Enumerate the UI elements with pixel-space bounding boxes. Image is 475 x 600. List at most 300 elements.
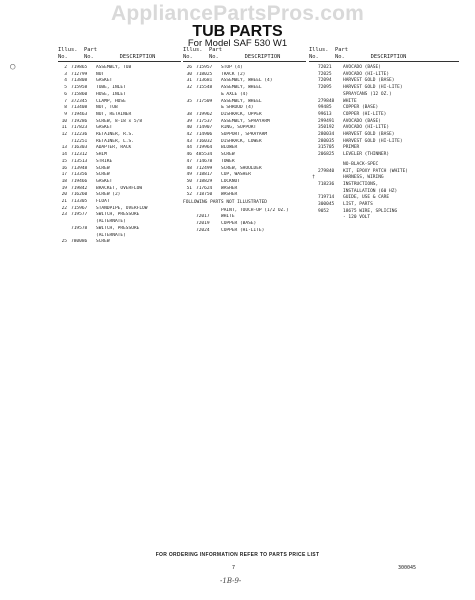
illus-number: [309, 215, 318, 222]
part-row: [58, 152, 181, 159]
illus-number: 47: [186, 158, 192, 164]
part-row: [183, 186, 306, 193]
part-row: [58, 125, 181, 132]
illus-number: [309, 145, 318, 152]
part-description: HARVEST GOLD (HI-LITE): [343, 138, 403, 144]
part-description: FLOAT: [96, 199, 110, 205]
part-row: [183, 132, 306, 139]
part-description: ADAPTER, RACK: [96, 145, 132, 151]
part-row: [183, 65, 306, 72]
illus-number: 23: [61, 212, 67, 218]
part-number: 300045: [318, 202, 335, 208]
part-row: [183, 85, 306, 92]
part-description: PAINT, TOUCH-UP (1/2 OZ.): [221, 207, 289, 213]
part-number: [318, 215, 343, 222]
part-number: 72095: [318, 85, 332, 91]
illus-number: [309, 125, 318, 132]
part-description: - 120 VOLT: [343, 215, 371, 221]
part-row: [309, 169, 459, 176]
part-description: BLOWER: [221, 145, 238, 151]
part-number: 712312: [71, 152, 88, 158]
part-description: AVOCADO (HI-LITE): [343, 71, 390, 77]
illus-number: 14: [61, 152, 67, 158]
part-description: STRIKE: [96, 158, 113, 164]
part-number: 718750: [196, 192, 213, 198]
part-number: 206825: [318, 152, 335, 158]
part-row: [183, 221, 306, 228]
part-description: (ALTERNATE): [96, 232, 126, 238]
illus-number: [183, 221, 196, 228]
handwritten-note: -1B-9-: [220, 577, 242, 585]
part-number: 715958: [71, 85, 88, 91]
illus-number: 20: [61, 192, 67, 198]
part-number: 714678: [196, 158, 213, 164]
part-number: 72025: [318, 71, 332, 77]
part-description: AVOCADO (BASE): [343, 65, 381, 70]
illus-number: 5: [64, 85, 67, 91]
part-row: [58, 85, 181, 92]
part-description: ASSEMBLY, SPRAYARM: [221, 118, 270, 124]
part-row: [309, 182, 459, 189]
part-number: 715957: [196, 65, 213, 70]
part-description: LEVELER (THINNER): [343, 152, 390, 158]
column-header-line1: Illus. Part: [309, 47, 348, 53]
part-row: [309, 105, 459, 112]
part-description: TOWER: [221, 158, 235, 164]
illus-number: [183, 214, 196, 221]
illus-number: [309, 152, 318, 159]
illus-number: 49: [186, 172, 192, 178]
part-row: [309, 65, 459, 72]
illus-number: [309, 65, 318, 72]
illus-number: 39: [186, 118, 192, 124]
part-number: 719962: [196, 111, 213, 117]
part-description: SCREW: [96, 239, 110, 245]
part-row: [309, 175, 459, 182]
part-description: & AXLE (4): [221, 91, 249, 97]
part-row: [183, 179, 306, 186]
parts-column-3: [309, 47, 459, 222]
part-row: [58, 78, 181, 85]
part-number: 719466: [71, 178, 88, 184]
part-number: 780086: [71, 239, 88, 245]
part-description: (ALTERNATE): [96, 219, 126, 225]
column-header-line2: No. No. DESCRIPTION: [309, 54, 459, 62]
illus-number: [183, 105, 196, 112]
part-number: 713408: [71, 105, 88, 111]
illus-number: 4: [64, 78, 67, 84]
illus-number: [309, 119, 318, 126]
part-number: 712499: [196, 165, 213, 171]
part-row: [183, 99, 306, 106]
part-description: WASHER: [221, 192, 238, 198]
illus-number: 12: [61, 132, 67, 138]
part-number: 717509: [196, 98, 213, 104]
part-row: [58, 166, 181, 173]
part-row: [309, 92, 459, 99]
part-number: 719964: [196, 145, 213, 151]
illus-number: 40: [186, 125, 192, 131]
part-number: 719463: [71, 111, 88, 117]
part-number: 280035: [318, 138, 335, 144]
part-description: GASKET: [96, 125, 113, 131]
illus-number: [183, 228, 196, 235]
part-number: 718829: [196, 178, 213, 184]
part-description: SWITCH, PRESSURE: [96, 212, 140, 218]
part-number: 715860: [71, 91, 88, 97]
part-row: [183, 145, 306, 152]
illus-number: [309, 105, 318, 112]
part-number: 315705: [318, 145, 335, 151]
part-row: [309, 132, 459, 139]
part-description: WHITE: [221, 214, 235, 220]
part-number: 280034: [318, 132, 335, 138]
part-description: COPPER (BASE): [343, 105, 379, 111]
part-description: CUP, WASHER: [221, 172, 251, 178]
part-row: [309, 85, 459, 92]
part-description: LIST, PARTS: [343, 202, 373, 208]
part-description: NUT, RETAINER: [96, 111, 132, 117]
part-row: [58, 233, 181, 240]
illus-number: 17: [61, 172, 67, 178]
part-number: 716032: [196, 138, 213, 144]
part-description: KIT, EPOXY PATCH (WHITE): [343, 168, 409, 174]
part-row: [58, 139, 181, 146]
part-number: 717624: [196, 185, 213, 191]
part-row: [58, 119, 181, 126]
illus-number: 46: [186, 152, 192, 158]
part-description: SCREW: [96, 165, 110, 171]
part-number: [71, 233, 96, 240]
part-row: [58, 99, 181, 106]
illus-number: 13: [61, 145, 67, 151]
column-header-line2: No. No. DESCRIPTION: [183, 54, 306, 62]
part-number: 279848: [318, 98, 335, 104]
illus-number: [183, 92, 196, 99]
part-number: 719865: [71, 65, 88, 70]
part-row: [58, 219, 181, 226]
illus-number: 16: [61, 165, 67, 171]
part-description: SCREW (2): [96, 192, 121, 198]
part-row: [58, 226, 181, 233]
part-description: RETAINER, L.S.: [96, 138, 134, 144]
part-number: [318, 175, 343, 182]
illus-number: [309, 72, 318, 79]
part-description: HARVEST GOLD (BASE): [343, 78, 395, 84]
part-description: SPRAYCANS (12 OZ.): [343, 91, 392, 97]
part-number: 99485: [318, 105, 332, 111]
part-row: [58, 105, 181, 112]
part-number: 716260: [71, 192, 88, 198]
part-number: 719286: [71, 118, 88, 124]
part-description: DISHRACK, LOWER: [221, 138, 262, 144]
illus-number: 6: [64, 91, 67, 97]
illus-number: 30: [186, 71, 192, 77]
part-row: [58, 72, 181, 79]
document-number: 300045: [398, 565, 417, 571]
part-number: 72017: [196, 214, 210, 220]
part-number: 719714: [318, 195, 335, 201]
part-description: DISHRACK, UPPER: [221, 111, 262, 117]
part-description: WHITE: [343, 98, 357, 104]
part-row: [183, 139, 306, 146]
part-number: 715967: [71, 205, 88, 211]
illus-number: [309, 162, 318, 169]
part-description: GASKET: [96, 178, 113, 184]
illus-number: 26: [186, 65, 192, 70]
illus-number: [183, 208, 196, 215]
part-number: 72019: [196, 221, 210, 227]
part-description: HARVEST GOLD (HI-LITE): [343, 85, 403, 91]
part-number: 72024: [196, 227, 210, 233]
part-number: 714907: [196, 125, 213, 131]
part-description: NO-BLACK-SPEC: [343, 161, 379, 167]
part-description: HARVEST GOLD (BASE): [343, 132, 395, 138]
illus-number: 25: [61, 239, 67, 245]
part-description: 18675 WIRE, SPLICING: [343, 208, 398, 214]
parts-column-2: [183, 47, 306, 235]
part-number: 72094: [318, 78, 332, 84]
part-row: [309, 209, 459, 216]
part-description: GUIDE, USE & CARE: [343, 195, 390, 201]
illus-number: 51: [186, 185, 192, 191]
ordering-info-footer: FOR ORDERING INFORMATION REFER TO PARTS PRICE LIST: [155, 552, 320, 558]
part-description: SCREW: [221, 152, 235, 158]
part-row: [58, 145, 181, 152]
page-title: TUB PARTS: [192, 23, 283, 40]
part-description: LOCKNUT: [221, 178, 240, 184]
illus-number: †: [312, 175, 315, 181]
illus-number: [58, 226, 71, 233]
illus-number: 31: [186, 78, 192, 84]
illus-number: 9: [64, 111, 67, 117]
part-description: NUT: [96, 71, 105, 77]
part-description: TRACK (2): [221, 71, 246, 77]
part-number: 718817: [196, 172, 213, 178]
illus-number: [58, 233, 71, 240]
part-row: [58, 212, 181, 219]
part-number: 713948: [71, 165, 88, 171]
margin-mark: ○: [10, 62, 16, 72]
illus-number: [309, 78, 318, 85]
illus-number: 50: [186, 178, 192, 184]
part-number: 717537: [196, 118, 213, 124]
part-description: STOP (4): [221, 65, 243, 70]
part-row: [309, 112, 459, 119]
part-row: [58, 192, 181, 199]
part-description: AVOCADO (HI-LITE): [343, 125, 390, 131]
illus-number: 3: [64, 71, 67, 77]
part-row: [183, 159, 306, 166]
part-number: 718025: [196, 71, 213, 77]
part-description: TUBE, INLET: [96, 85, 126, 91]
part-description: BRACKET, OVERFLOW: [96, 185, 143, 191]
part-description: RING, SUPPORT: [221, 125, 257, 131]
part-description: ASSEMBLY, TUB: [96, 65, 132, 70]
part-row: [58, 179, 181, 186]
part-number: 718236: [318, 181, 335, 187]
part-row: [183, 78, 306, 85]
part-row: [183, 208, 306, 215]
part-description: SHIM: [96, 152, 107, 158]
part-number: 717823: [71, 125, 88, 131]
illus-number: [309, 85, 318, 92]
part-description: GASKET: [96, 78, 113, 84]
illus-number: 8: [64, 105, 67, 111]
illus-number: 10: [61, 118, 67, 124]
part-description: COPPER (HI-LITE): [343, 111, 387, 117]
illus-number: 48: [186, 165, 192, 171]
part-number: [196, 208, 221, 215]
illus-number: 15: [61, 158, 67, 164]
part-number: 713681: [196, 78, 213, 84]
part-row: [183, 214, 306, 221]
part-row: [58, 186, 181, 193]
illus-number: 22: [61, 205, 67, 211]
illus-number: [309, 209, 318, 216]
part-number: 279840: [318, 168, 335, 174]
part-description: NUT, TUB: [96, 105, 118, 111]
illus-number: 19: [61, 185, 67, 191]
page-subtitle: For Model SAF 530 W1: [187, 38, 288, 49]
part-row: [183, 152, 306, 159]
part-row: [183, 166, 306, 173]
column-header-line2: No. No. DESCRIPTION: [58, 54, 181, 62]
part-number: 712799: [71, 71, 88, 77]
part-description: INSTALLATION (60 HZ): [343, 188, 398, 194]
part-description: SUPPORT, SPRAYARM: [221, 132, 268, 138]
part-description: INSTRUCTIONS,: [343, 181, 379, 187]
page-number: 7: [232, 565, 236, 571]
part-row: [58, 159, 181, 166]
part-description: & SHROUD (4): [221, 105, 254, 111]
illus-number: 2: [64, 65, 67, 70]
part-number: [318, 92, 343, 99]
illus-number: 35: [186, 98, 192, 104]
part-number: 99613: [318, 111, 332, 117]
part-description: ASSEMBLY, WHEEL: [221, 98, 262, 104]
illus-number: 18: [61, 178, 67, 184]
part-number: 350192: [318, 125, 335, 131]
part-description: SWITCH, PRESSURE: [96, 225, 140, 231]
illus-number: [309, 139, 318, 146]
illus-number: 7: [64, 98, 67, 104]
part-row: [309, 202, 459, 209]
part-row: [58, 65, 181, 72]
part-number: 485534: [196, 152, 213, 158]
column-header-line1: Illus. Part: [58, 47, 97, 53]
parts-column-1: [58, 47, 181, 246]
part-row: [183, 228, 306, 235]
not-illustrated-note: FOLLOWING PARTS NOT ILLUSTRATED: [183, 200, 267, 206]
part-row: [183, 72, 306, 79]
part-number: 9052: [318, 208, 329, 214]
part-row: [58, 199, 181, 206]
part-number: 713808: [71, 78, 88, 84]
part-row: [58, 172, 181, 179]
part-number: 719577: [71, 212, 88, 218]
part-description: HOSE, INLET: [96, 91, 126, 97]
part-description: RETAINER, R.S.: [96, 132, 134, 138]
part-row: [58, 112, 181, 119]
part-number: [71, 219, 96, 226]
illus-number: [309, 202, 318, 209]
illus-number: [309, 182, 318, 189]
part-description: ASSEMBLY, WHEEL (4): [221, 78, 273, 84]
watermark: AppliancePartsPros.com: [111, 2, 364, 25]
illus-number: 21: [61, 199, 67, 205]
part-description: STANDPIPE, OVERFLOW: [96, 205, 148, 211]
part-number: 714906: [196, 132, 213, 138]
part-number: [318, 162, 343, 169]
illus-number: 42: [186, 132, 192, 138]
illus-number: [309, 92, 318, 99]
column-header-line1: Illus. Part: [183, 47, 222, 53]
part-description: HARNESS, WIRING: [343, 175, 384, 181]
part-row: [58, 206, 181, 213]
illus-number: [58, 219, 71, 226]
part-row: [183, 192, 306, 199]
illus-number: [58, 139, 71, 146]
part-row: [309, 152, 459, 159]
part-description: SCREW, 8-18 x 5/8: [96, 118, 143, 124]
part-row: [58, 239, 181, 246]
part-description: COPPER (BASE): [221, 221, 257, 227]
part-description: SCREW: [96, 172, 110, 178]
part-row: [58, 92, 181, 99]
part-number: 299491: [318, 118, 335, 124]
part-row: [183, 92, 306, 99]
part-number: [196, 105, 221, 112]
part-number: 713513: [71, 158, 88, 164]
part-row: [309, 162, 459, 169]
illus-number: 44: [186, 145, 192, 151]
part-row: [183, 112, 306, 119]
part-number: 372345: [71, 98, 88, 104]
part-number: 713356: [71, 172, 88, 178]
illus-number: [309, 99, 318, 106]
part-row: [183, 105, 306, 112]
part-row: [183, 125, 306, 132]
illus-number: 32: [186, 85, 192, 91]
part-row: [58, 132, 181, 139]
part-number: 716303: [71, 145, 88, 151]
part-number: 719578: [71, 225, 88, 231]
part-description: AVOCADO (BASE): [343, 118, 381, 124]
part-number: 72021: [318, 65, 332, 70]
illus-number: 11: [61, 125, 67, 131]
part-row: [309, 215, 459, 222]
part-row: [183, 172, 306, 179]
illus-number: [309, 189, 318, 196]
part-number: [196, 92, 221, 99]
illus-number: 43: [186, 138, 192, 144]
part-description: PRIMER: [343, 145, 360, 151]
part-description: SCREW, SHOULDER: [221, 165, 262, 171]
illus-number: 52: [186, 192, 192, 198]
part-number: 713305: [71, 199, 88, 205]
part-number: 712251: [71, 138, 88, 144]
illus-number: 38: [186, 111, 192, 117]
part-description: WASHER: [221, 185, 238, 191]
illus-number: [309, 112, 318, 119]
part-number: 719842: [71, 185, 88, 191]
part-row: [183, 119, 306, 126]
part-description: ASSEMBLY, WHEEL: [221, 85, 262, 91]
part-description: COPPER (HI-LITE): [221, 227, 265, 233]
illus-number: [309, 195, 318, 202]
illus-number: [309, 132, 318, 139]
